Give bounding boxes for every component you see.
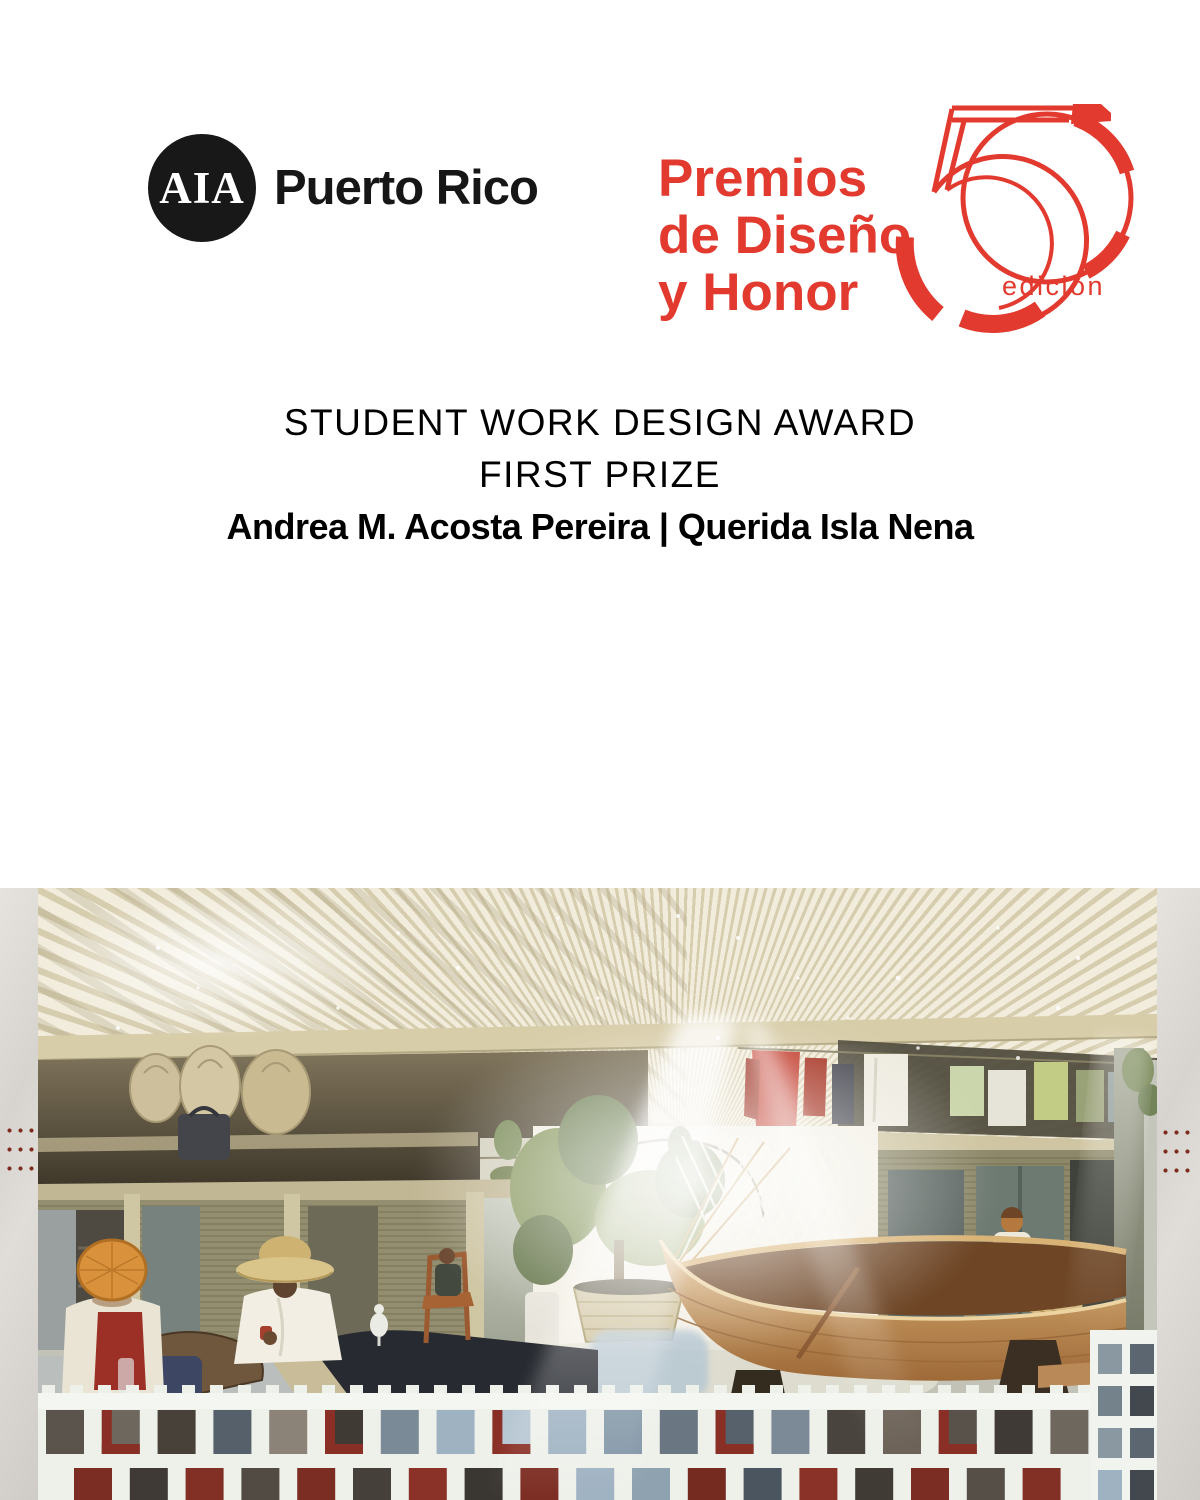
five-bar-notch <box>1071 104 1111 124</box>
rendering-overlay <box>38 888 1157 1500</box>
aia-wordmark: Puerto Rico <box>274 161 538 215</box>
tote-bag <box>178 1108 230 1160</box>
premios-line-3: y Honor <box>658 263 859 322</box>
premios-wordmark <box>658 150 911 321</box>
photo-border-left <box>0 888 38 1500</box>
premios-line-1: Premios <box>658 149 868 208</box>
straw-hat <box>236 1257 334 1283</box>
project-rendering <box>0 888 1200 1500</box>
aia-circle-text: AIA <box>159 163 245 213</box>
aia-circle-icon <box>148 134 256 242</box>
award-category: STUDENT WORK DESIGN AWARD <box>283 402 917 443</box>
registration-dots-right <box>1163 1130 1195 1180</box>
award-text-block <box>0 397 1200 553</box>
aia-logo <box>148 134 538 242</box>
edicion-label: edición <box>1002 271 1106 301</box>
premios-line-2: de Diseño <box>658 206 912 265</box>
award-prize: FIRST PRIZE <box>479 454 721 495</box>
edition-50-logo <box>885 80 1135 345</box>
registration-dots-left <box>7 1128 39 1178</box>
photo-border-right <box>1157 888 1200 1500</box>
award-winner: Andrea M. Acosta Pereira | Querida Isla Nena <box>226 506 974 547</box>
rendering-canvas <box>38 888 1157 1500</box>
